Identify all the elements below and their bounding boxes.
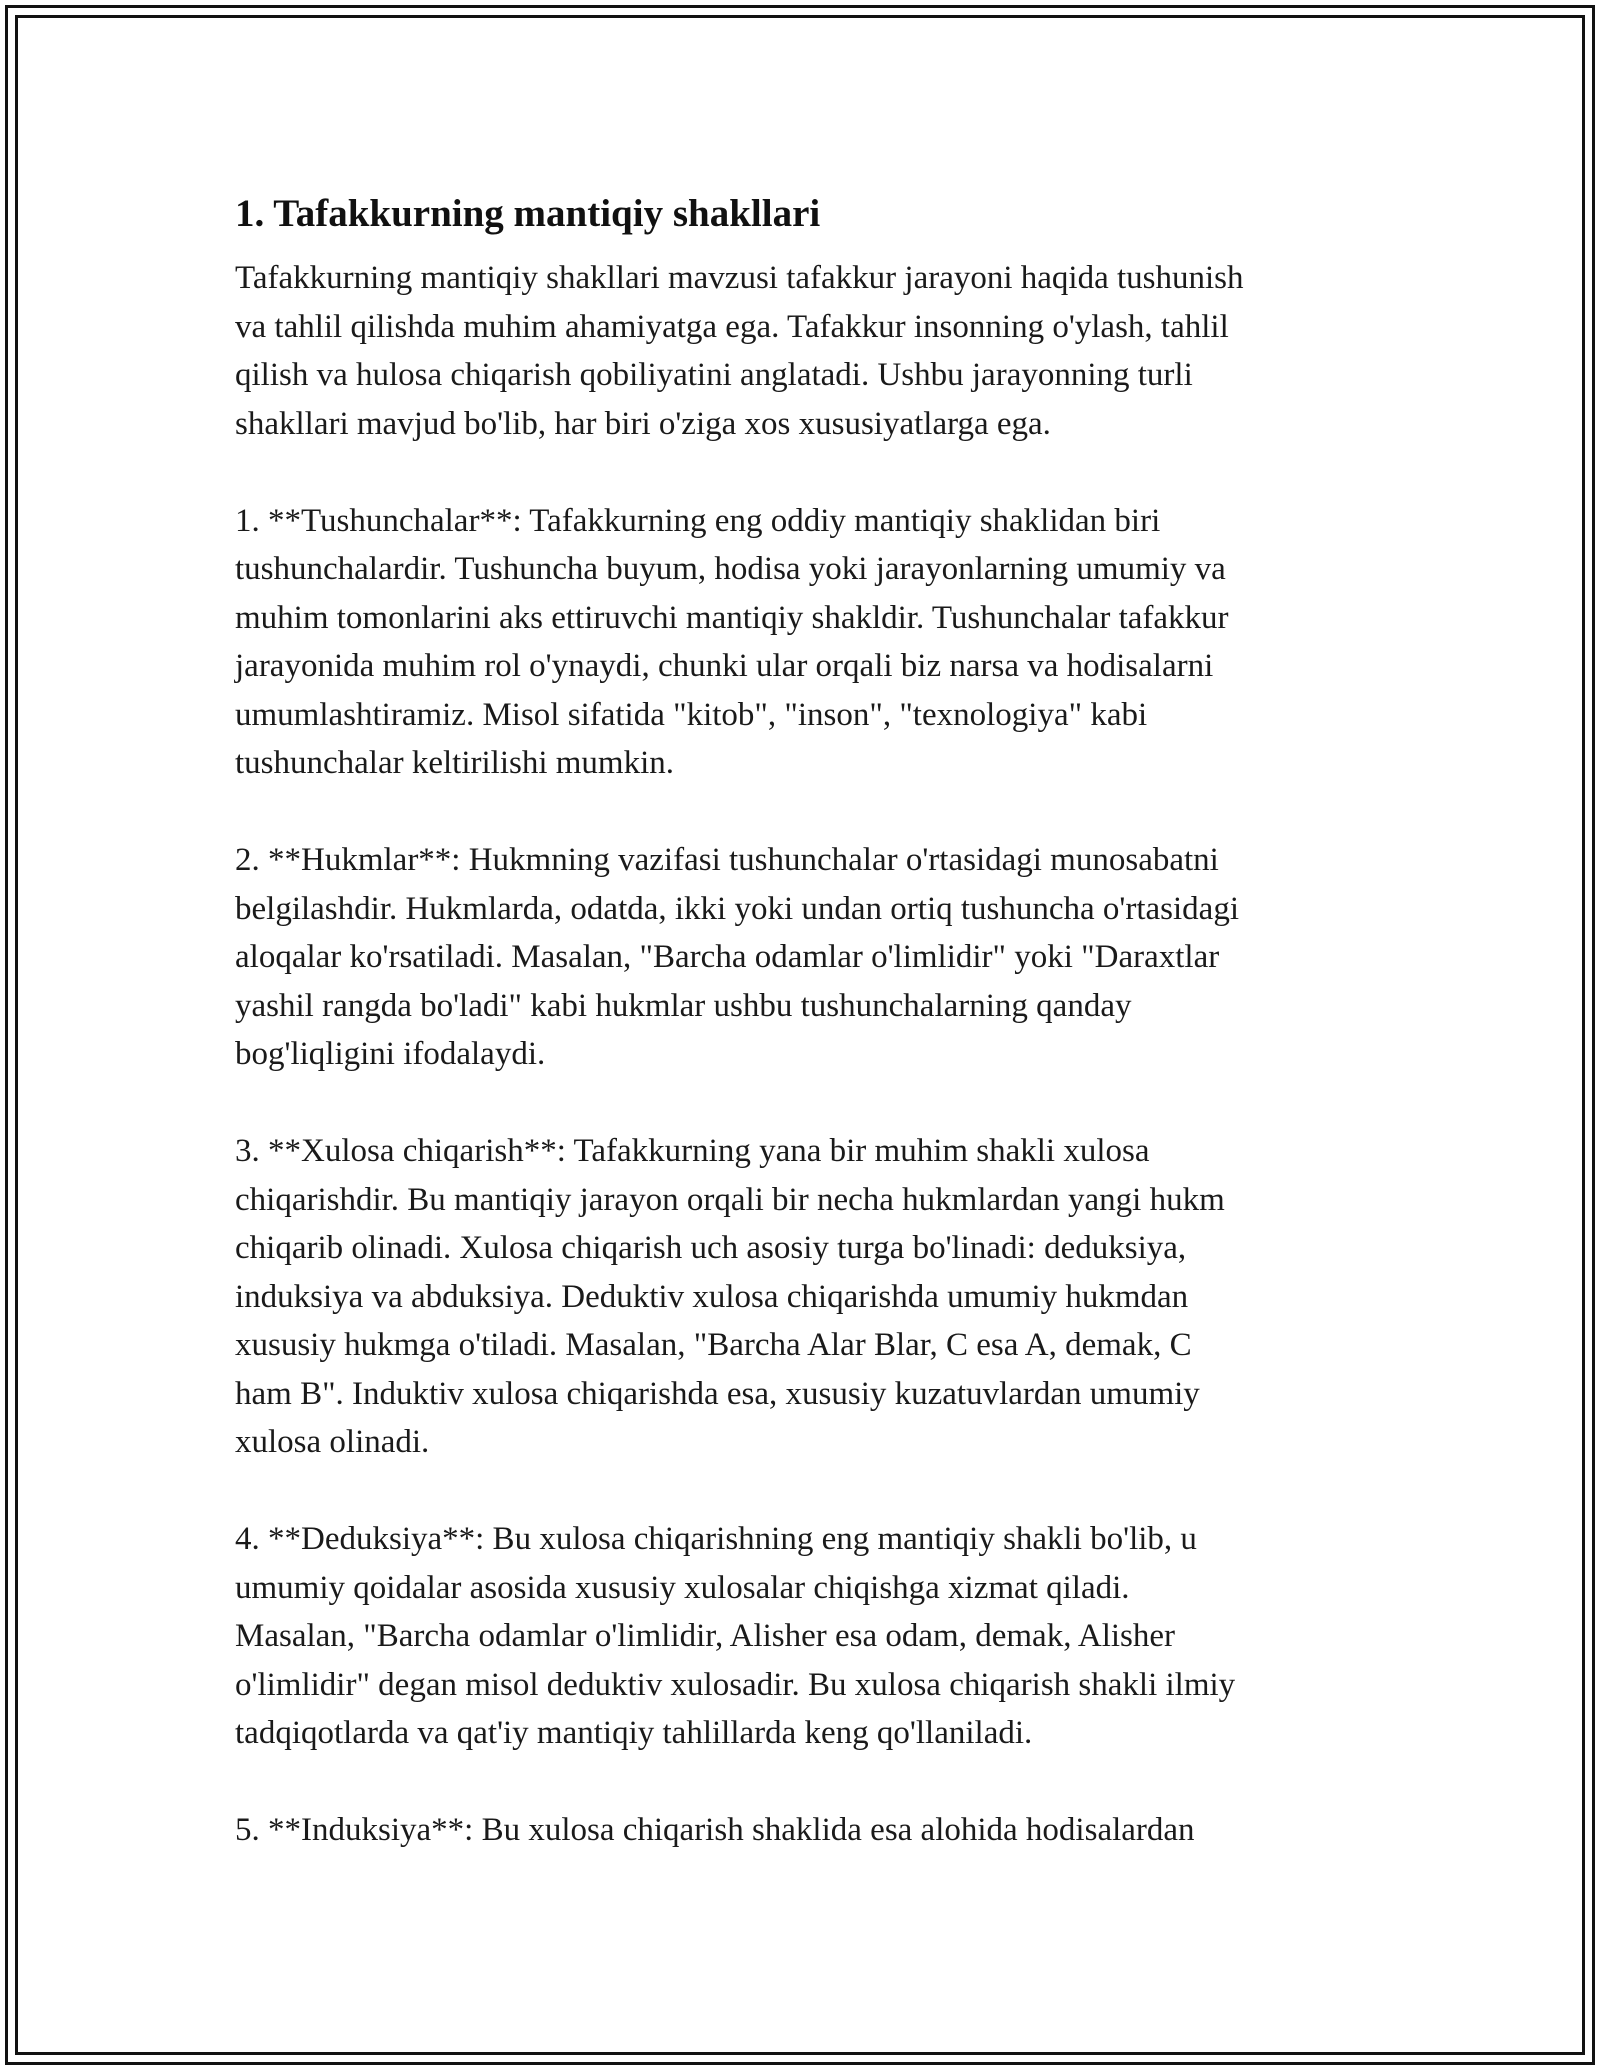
section-hukmlar xyxy=(235,836,1385,1079)
section-tushunchalar xyxy=(235,497,1385,788)
text-line: Masalan, "Barcha odamlar o'limlidir, Alisher esa odam, demak, Alisher xyxy=(235,1618,1176,1654)
text-line: shakllari mavjud bo'lib, har biri o'ziga xos xususiyatlarga ega. xyxy=(235,405,1051,442)
text-line: xususiy hukmga o'tiladi. Masalan, "Barcha Alar Blar, C esa A, demak, C xyxy=(235,1327,1192,1363)
text-line: o'limlidir" degan misol deduktiv xulosadir. Bu xulosa chiqarish shakli ilmiy xyxy=(235,1666,1236,1703)
text-line: belgilashdir. Hukmlarda, odatda, ikki yoki undan ortiq tushuncha o'rtasidagi xyxy=(235,890,1240,927)
text-line: chiqarib olinadi. Xulosa chiqarish uch asosiy turga bo'linadi: deduksiya, xyxy=(235,1230,1187,1266)
document-title: 1. Tafakkurning mantiqiy shakllari xyxy=(235,192,821,235)
text-line: bog'liqligini ifodalaydi. xyxy=(235,1036,546,1072)
text-line: 3. **Xulosa chiqarish**: Tafakkurning yana bir muhim shakli xulosa xyxy=(235,1133,1150,1169)
text-line: tushunchalar keltirilishi mumkin. xyxy=(235,745,675,781)
text-line: 2. **Hukmlar**: Hukmning vazifasi tushunchalar o'rtasidagi munosabatni xyxy=(235,842,1219,878)
text-line: umumlashtiramiz. Misol sifatida "kitob", "inson", "texnologiya" kabi xyxy=(235,696,1148,733)
text-line: aloqalar ko'rsatiladi. Masalan, "Barcha odamlar o'limlidir" yoki "Daraxtlar xyxy=(235,939,1220,975)
text-line: va tahlil qilishda muhim ahamiyatga ega. Tafakkur insonning o'ylash, tahlil xyxy=(235,308,1229,345)
text-line: umumiy qoidalar asosida xususiy xulosalar chiqishga xizmat qiladi. xyxy=(235,1569,1130,1606)
text-line: muhim tomonlarini aks ettiruvchi mantiqiy shakldir. Tushunchalar tafakkur xyxy=(235,599,1229,636)
text-line: jarayonida muhim rol o'ynaydi, chunki ular orqali biz narsa va hodisalarni xyxy=(235,648,1214,684)
text-line: tadqiqotlarda va qat'iy mantiqiy tahlillarda keng qo'llaniladi. xyxy=(235,1715,1033,1751)
text-line: induksiya va abduksiya. Deduktiv xulosa chiqarishda umumiy hukmdan xyxy=(235,1278,1189,1315)
section-xulosa-chiqarish xyxy=(235,1127,1385,1467)
text-line: qilish va hulosa chiqarish qobiliyatini anglatadi. Ushbu jarayonning turli xyxy=(235,357,1193,393)
text-line: xulosa olinadi. xyxy=(235,1424,430,1460)
intro-paragraph xyxy=(235,254,1385,448)
text-line: Tafakkurning mantiqiy shakllari mavzusi tafakkur jarayoni haqida tushunish xyxy=(235,260,1244,296)
text-line: tushunchalardir. Tushuncha buyum, hodisa yoki jarayonlarning umumiy va xyxy=(235,551,1226,587)
text-line: 5. **Induksiya**: Bu xulosa chiqarish shaklida esa alohida hodisalardan xyxy=(235,1812,1195,1848)
document-body xyxy=(235,186,1385,1903)
text-line: ham B". Induktiv xulosa chiqarishda esa, xususiy kuzatuvlardan umumiy xyxy=(235,1375,1200,1412)
text-line: 1. **Tushunchalar**: Tafakkurning eng oddiy mantiqiy shaklidan biri xyxy=(235,502,1161,539)
section-induksiya xyxy=(235,1806,1385,1855)
section-deduksiya xyxy=(235,1515,1385,1758)
text-line: 4. **Deduksiya**: Bu xulosa chiqarishning eng mantiqiy shakli bo'lib, u xyxy=(235,1521,1197,1557)
text-line: yashil rangda bo'ladi" kabi hukmlar ushbu tushunchalarning qanday xyxy=(235,987,1132,1024)
text-line: chiqarishdir. Bu mantiqiy jarayon orqali bir necha hukmlardan yangi hukm xyxy=(235,1181,1225,1218)
